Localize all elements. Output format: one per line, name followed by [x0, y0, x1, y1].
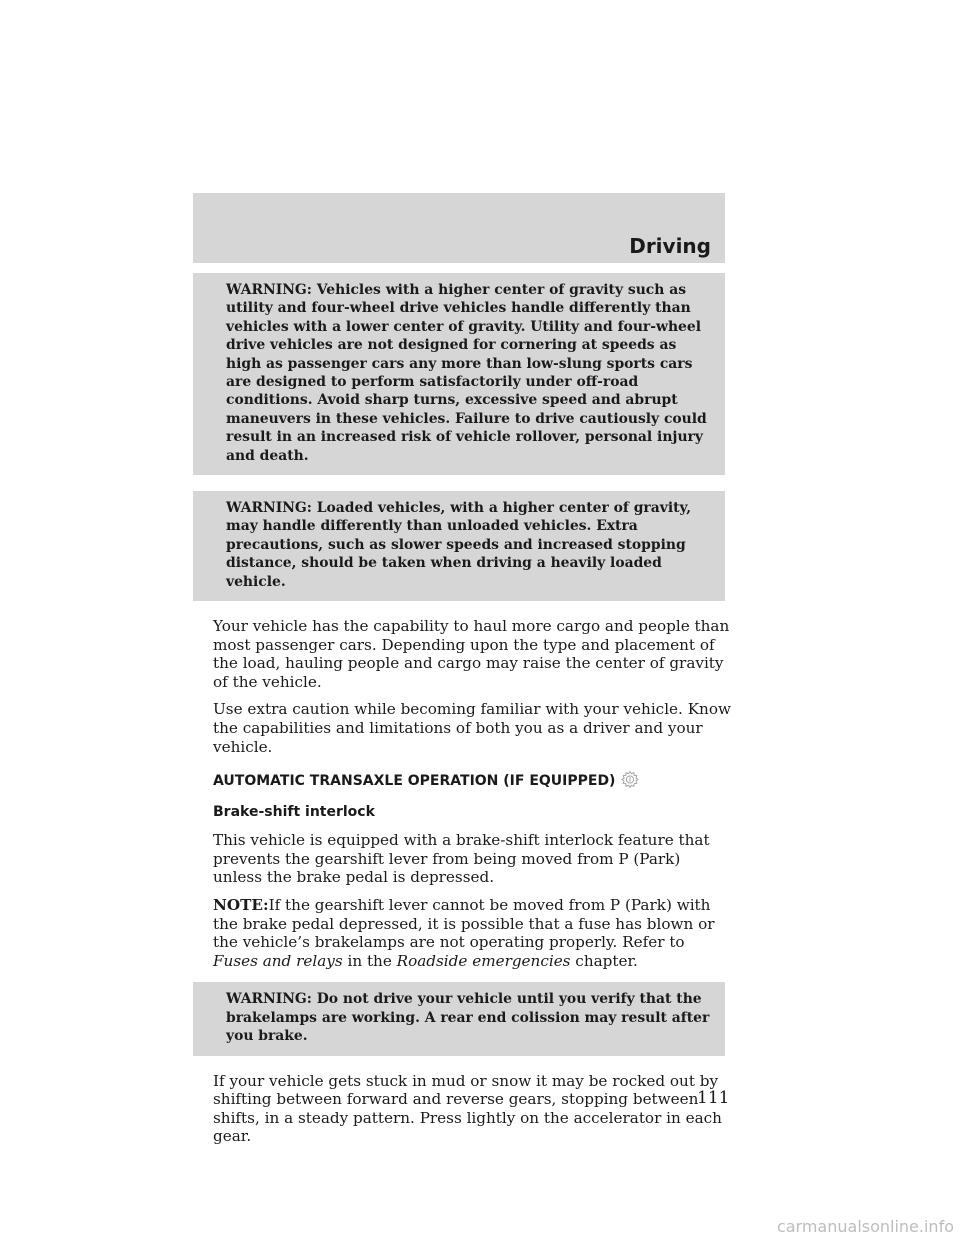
paragraph-extra-caution: Use extra caution while becoming familiar with your vehicle. Know the capabilities and limitations of both you as a driver and your vehicle. — [213, 700, 731, 756]
warning-box-loaded-vehicles: WARNING: Loaded vehicles, with a higher center of gravity, may handle differently than unloaded vehicles. Extra precautions, such as slower speeds and increased stopping distance, should be taken when driving a heavily loaded vehicle. — [193, 491, 725, 601]
note-text-3: chapter. — [570, 951, 638, 970]
paragraph-cargo-capability: Your vehicle has the capability to haul more cargo and people than most passenger cars. Depending upon the type and placement of the load, hauling people and cargo may raise the center of gravity of the vehicle. — [213, 617, 730, 691]
paragraph-interlock: This vehicle is equipped with a brake-shift interlock feature that prevents the gearshift lever from being moved from P (Park) unless the brake pedal is depressed. — [213, 831, 710, 887]
warning-box-rollover: WARNING: Vehicles with a higher center of gravity such as utility and four-wheel drive vehicles handle differently than vehicles with a lower center of gravity. Utility and four-wheel drive vehicles are not designed for cornering at speeds as high as passenger cars any more than low-slung sports cars are designed to perform satisfactorily under off-road conditions. Avoid sharp turns, excessive speed and abrupt maneuvers in these vehicles. Failure to drive cautiously could result in an increased risk of vehicle rollover, personal injury and death. — [193, 273, 725, 475]
note-text-1: If the gearshift lever cannot be moved from P (Park) with the brake pedal depressed, it is possible that a fuse has blown or the vehicle’s brakelamps are not operating properly. Refer to — [213, 896, 715, 952]
section-title: Driving — [629, 234, 711, 258]
page-number: 111 — [697, 1088, 730, 1108]
paragraph-rocking: If your vehicle gets stuck in mud or snow it may be rocked out by shifting between forward and reverse gears, stopping between shifts, in a steady pattern. Press lightly on the accelerator in each gear. — [213, 1071, 722, 1146]
note-ref-roadside: Roadside emergencies — [396, 951, 571, 970]
paragraph-note — [213, 896, 733, 970]
note-label: NOTE: — [213, 896, 269, 915]
page-content — [213, 278, 731, 1155]
warning-box-brakelamps: WARNING: Do not drive your vehicle until you verify that the brakelamps are working. A rear end colission may result after you brake. — [193, 982, 725, 1055]
subsection-heading: Brake-shift interlock — [213, 804, 375, 821]
note-text-2: in the — [342, 951, 397, 970]
section-heading — [213, 770, 725, 792]
watermark: carmanualsonline.info — [776, 1217, 954, 1236]
section-header-bar — [193, 193, 725, 263]
note-ref-fuses: Fuses and relays — [213, 951, 343, 970]
gear-shift-icon — [619, 770, 641, 792]
section-heading-text: AUTOMATIC TRANSAXLE OPERATION (IF EQUIPPED) — [213, 773, 616, 790]
